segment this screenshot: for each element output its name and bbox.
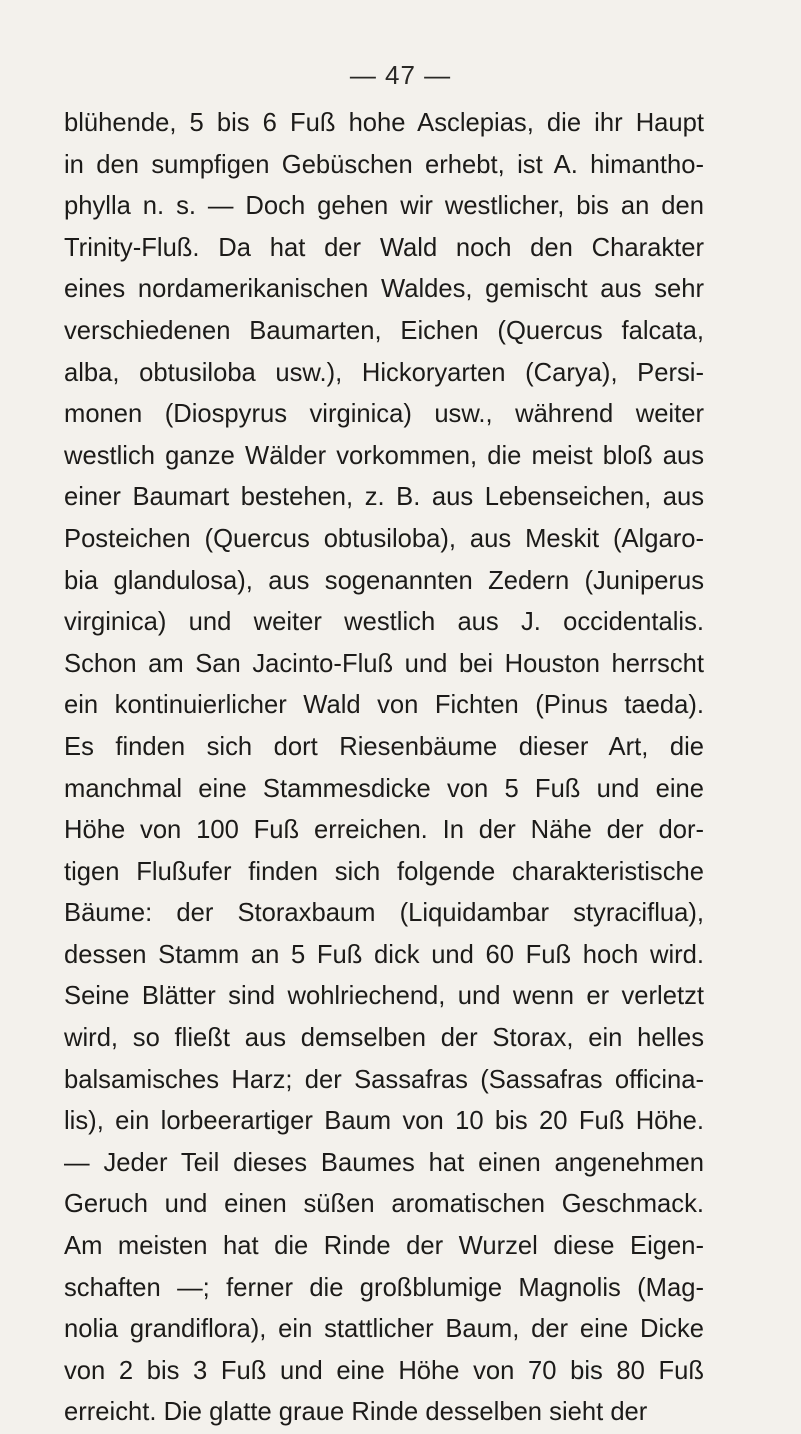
text-line: virginica) und weiter westlich aus J. occidentalis. <box>64 608 704 637</box>
text-line: westlich ganze Wälder vorkommen, die meist bloß aus <box>64 441 704 470</box>
text-line: Bäume: der Storaxbaum (Liquidambar styraciflua), <box>64 899 704 928</box>
text-line: Trinity-Fluß. Da hat der Wald noch den Charakter <box>64 233 704 262</box>
text-line: Geruch und einen süßen aromatischen Geschmack. <box>64 1190 704 1219</box>
text-line: Schon am San Jacinto-Fluß und bei Houston herrscht <box>64 649 704 678</box>
text-line: bia glandulosa), aus sogenannten Zedern (Juniperus <box>64 566 704 595</box>
text-line: blühende, 5 bis 6 Fuß hohe Asclepias, die ihr Haupt <box>64 109 704 137</box>
text-line: einer Baumart bestehen, z. B. aus Lebenseichen, aus <box>64 483 704 512</box>
text-line: tigen Flußufer finden sich folgende charakteristische <box>64 857 704 886</box>
text-line: balsamisches Harz; der Sassafras (Sassafras officina- <box>64 1065 704 1094</box>
text-line: — Jeder Teil dieses Baumes hat einen angenehmen <box>64 1148 704 1177</box>
text-line: ein kontinuierlicher Wald von Fichten (Pinus taeda). <box>64 691 704 720</box>
body-text <box>64 103 704 1434</box>
text-line: verschiedenen Baumarten, Eichen (Quercus falcata, <box>64 316 704 345</box>
text-line: alba, obtusiloba usw.), Hickoryarten (Carya), Persi- <box>64 358 704 387</box>
text-line: in den sumpfigen Gebüschen erhebt, ist A. himantho- <box>64 150 704 179</box>
text-line: schaften —; ferner die großblumige Magnolis (Mag- <box>64 1273 704 1302</box>
text-line: nolia grandiflora), ein stattlicher Baum, der eine Dicke <box>64 1315 704 1344</box>
text-line: monen (Diospyrus virginica) usw., während weiter <box>64 400 704 429</box>
text-line: wird, so fließt aus demselben der Storax, ein helles <box>64 1024 704 1053</box>
text-line: Es finden sich dort Riesenbäume dieser Art, die <box>64 732 704 761</box>
text-line: Posteichen (Quercus obtusiloba), aus Meskit (Algaro- <box>64 524 704 553</box>
text-line: phylla n. s. — Doch gehen wir westlicher, bis an den <box>64 192 704 221</box>
page-number-header: — 47 — <box>349 60 452 90</box>
text-line: manchmal eine Stammesdicke von 5 Fuß und eine <box>64 774 704 803</box>
text-line: eines nordamerikanischen Waldes, gemischt aus sehr <box>64 275 704 304</box>
text-line: erreicht. Die glatte graue Rinde desselben sieht der <box>64 1398 648 1427</box>
text-line: Am meisten hat die Rinde der Wurzel diese Eigen- <box>64 1232 704 1261</box>
text-line: Seine Blätter sind wohlriechend, und wenn er verletzt <box>64 982 704 1011</box>
text-line: Höhe von 100 Fuß erreichen. In der Nähe der dor- <box>64 816 704 845</box>
text-line: dessen Stamm an 5 Fuß dick und 60 Fuß hoch wird. <box>64 940 704 969</box>
text-line: lis), ein lorbeerartiger Baum von 10 bis 20 Fuß Höhe. <box>64 1107 704 1136</box>
text-line: von 2 bis 3 Fuß und eine Höhe von 70 bis 80 Fuß <box>64 1356 704 1385</box>
